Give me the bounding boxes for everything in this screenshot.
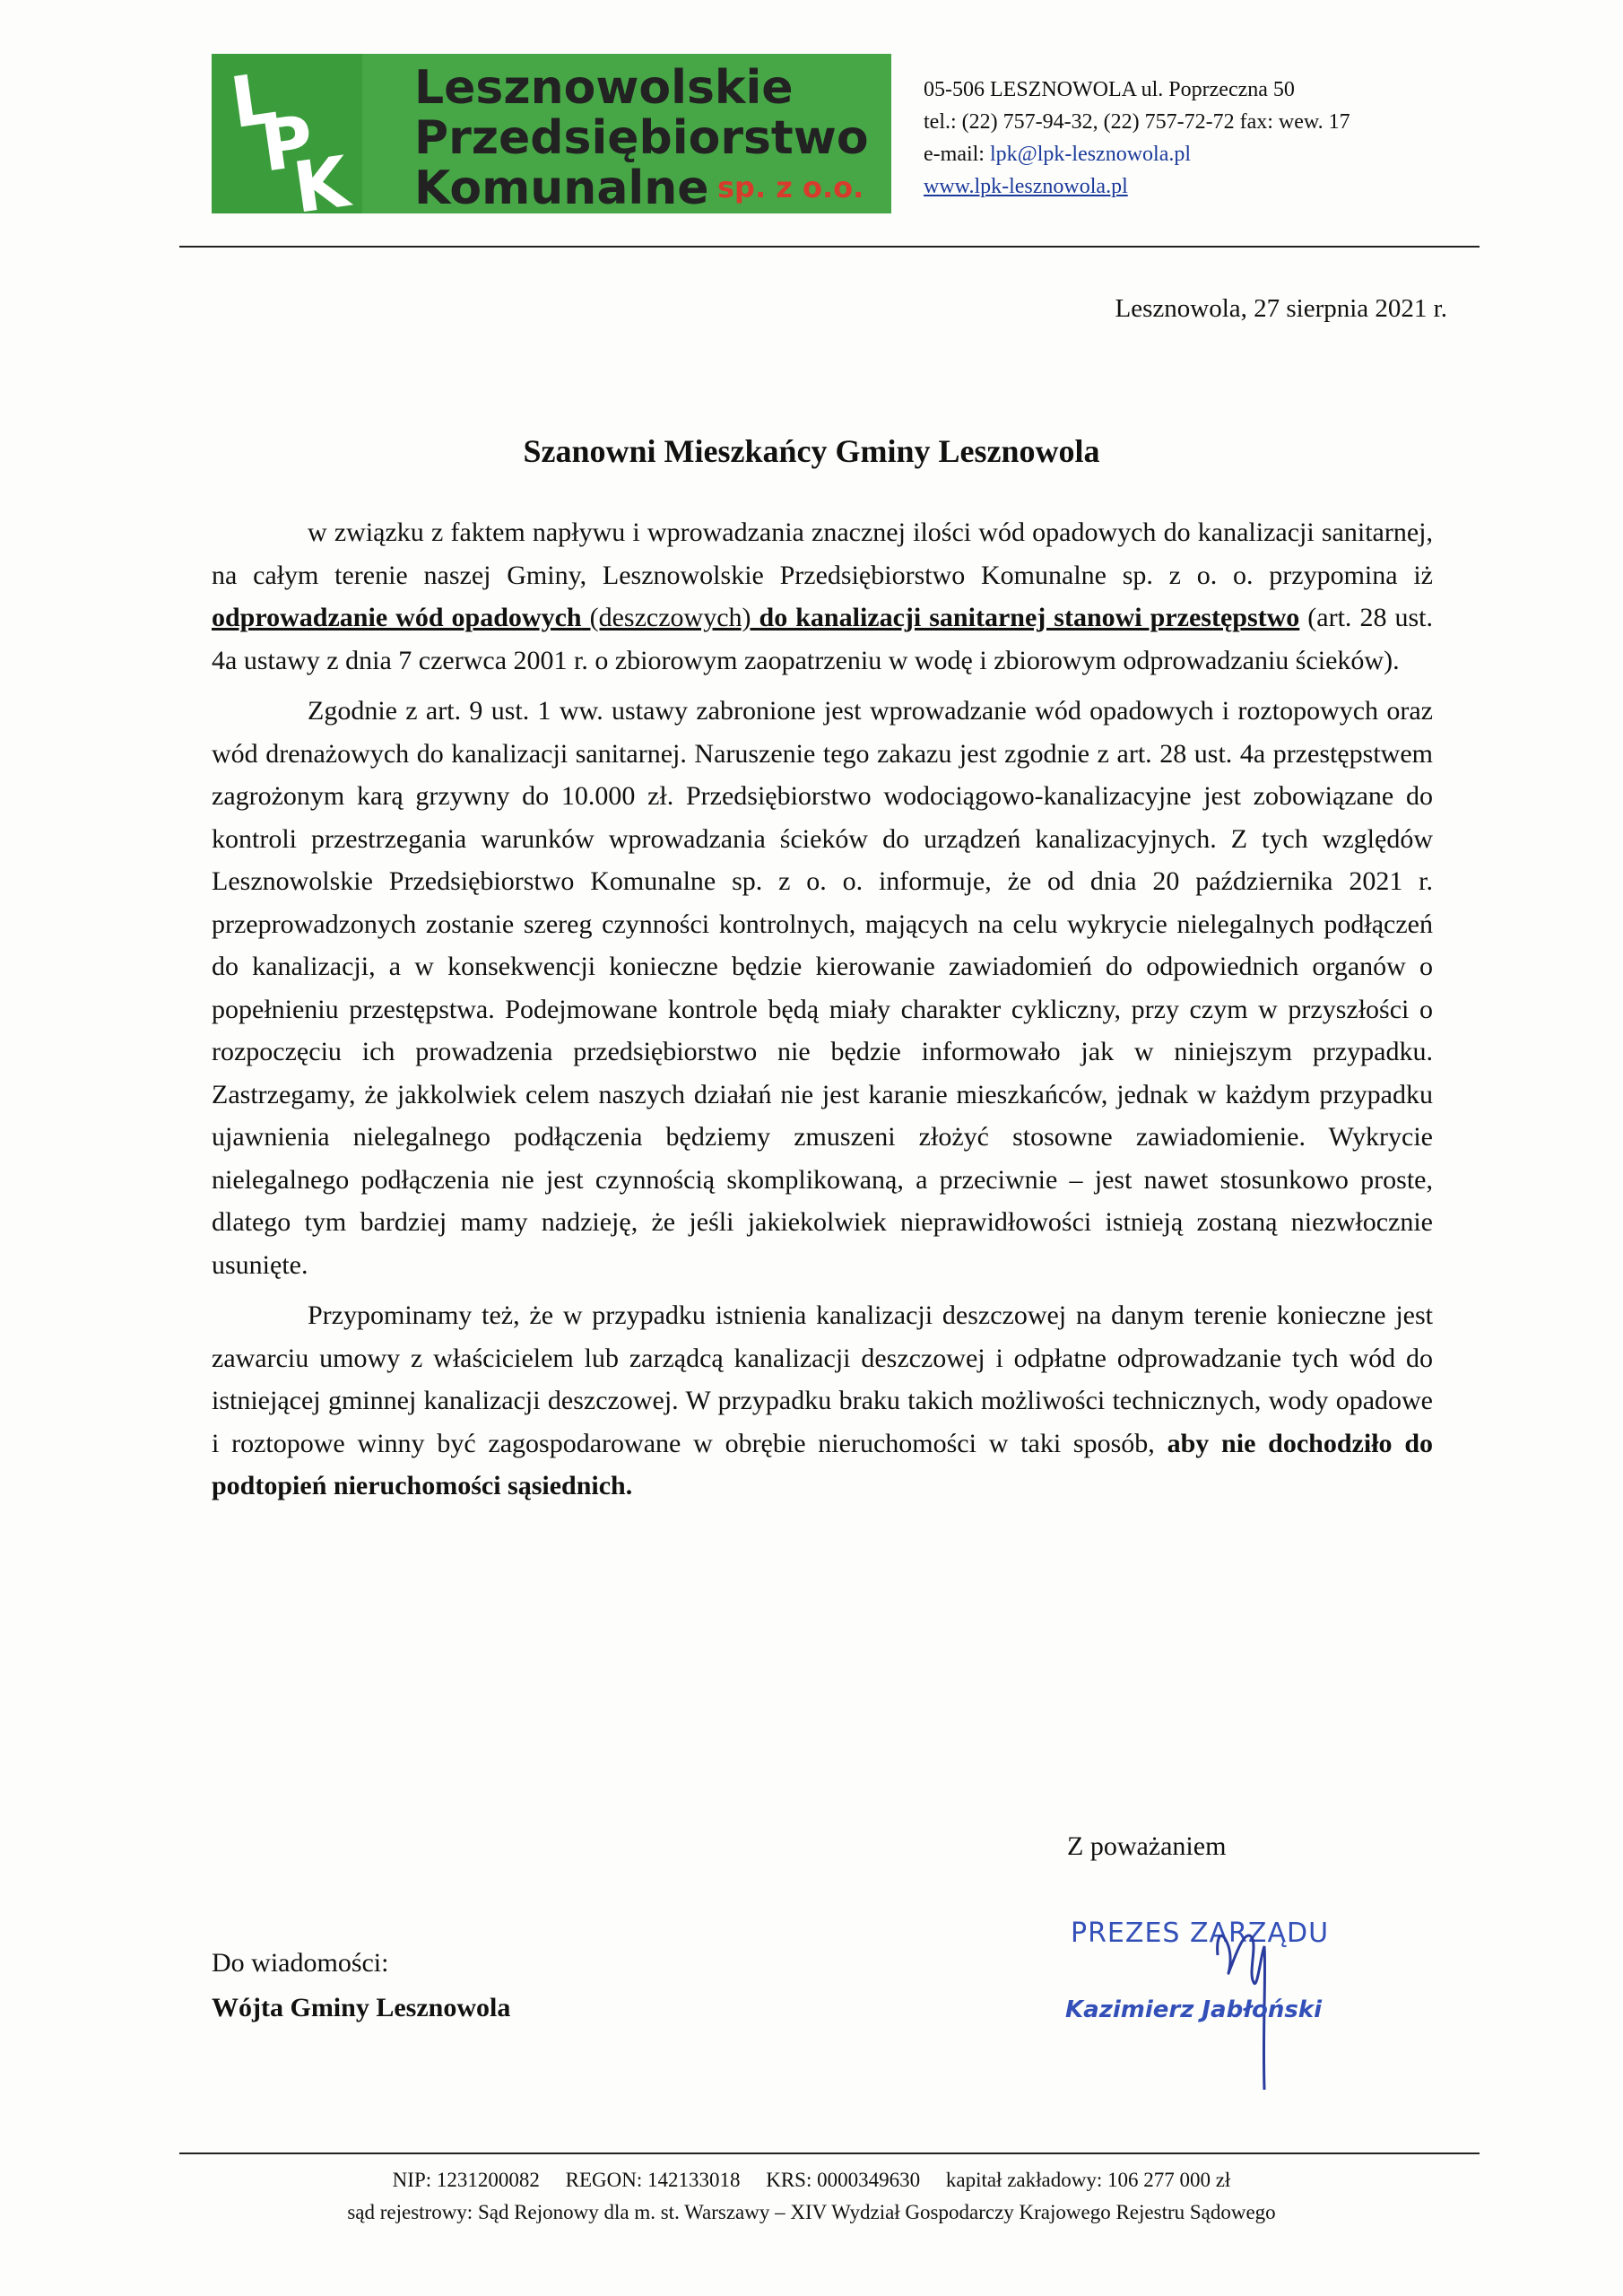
footer-registration-ids: NIP: 1231200082 REGON: 142133018 KRS: 0000349630 kapitał zakładowy: 106 277 000 zł (392, 2169, 1231, 2191)
salutation: Szanowni Mieszkańcy Gminy Lesznowola (523, 433, 1100, 469)
company-phone: tel.: (22) 757-94-32, (22) 757-72-72 fax: wew. 17 (924, 110, 1350, 134)
paragraph-1 (212, 511, 1433, 682)
p3-text-a: Przypominamy też, że w przypadku istnienia kanalizacji deszczowej na danym terenie konieczne jest zawarciu umowy z właścicielem lub zarządcą kanalizacji deszczowej i odpłatne odprowadzanie tych wód do istniejącej gminnej kanalizacji deszczowej. W przypadku braku takich możliwości technicznych, wody opadowe i roztopowe winny być zagospodarowane w obrębie nieruchomości w taki sposób, (212, 1300, 1433, 1458)
p1-emphasis-1: odprowadzanie wód opadowych (212, 603, 582, 632)
cc-recipient: Wójta Gminy Lesznowola (212, 1993, 511, 2022)
paragraph-2: Zgodnie z art. 9 ust. 1 ww. ustawy zabronione jest wprowadzanie wód opadowych i roztopowych oraz wód drenażowych do kanalizacji sanitarnej. Naruszenie tego zakazu jest zgodnie z art. 28 ust. 4a przestępstwem zagrożonym karą grzywny do 10.000 zł. Przedsiębiorstwo wodociągowo-kanalizacyjne jest zobowiązane do kontroli przestrzegania warunków wprowadzania ścieków do urządzeń kanalizacyjnych. Z tych względów Lesznowolskie Przedsiębiorstwo Komunalne sp. z o. o. informuje, że od dnia 20 października 2021 r. przeprowadzonych zostanie szereg czynności kontrolnych, mających na celu wykrycie nielegalnych podłączeń do kanalizacji, a w konsekwencji konieczne będzie kierowanie zawiadomień do odpowiednich organów o popełnieniu przestępstwa. Podejmowane kontrole będą miały charakter cykliczny, przy czym w przyszłości o rozpoczęciu ich prowadzenia przedsiębiorstwo nie będzie informowało jak w niniejszym przypadku. Zastrzegamy, że jakkolwiek celem naszych działań nie jest karanie mieszkańców, jednak w każdym przypadku ujawnienia nielegalnego podłączenia będziemy zmuszeni złożyć stosowne zawiadomienie. Wykrycie nielegalnego podłączenia nie jest czynnością skomplikowaną, a przeciwnie – jest nawet stosunkowo proste, dlatego tym bardziej mamy nadzieję, że jeśli jakiekolwiek nieprawidłowości istnieją zostaną niezwłocznie usunięte. (212, 696, 1433, 1280)
logo-letter-l: L (225, 57, 282, 145)
signature-stamp-title: PREZES ZARZĄDU (1071, 1918, 1330, 1949)
footer-divider (179, 2152, 1480, 2154)
website-link[interactable]: www.lpk-lesznowola.pl (924, 175, 1128, 198)
email-label: e-mail: (924, 143, 990, 166)
footer-court-register: sąd rejestrowy: Sąd Rejonowy dla m. st. Warszawy – XIV Wydział Gospodarczy Krajowego Rejestru Sądowego (347, 2201, 1276, 2223)
letter-date: Lesznowola, 27 sierpnia 2021 r. (1115, 294, 1447, 323)
email-link[interactable]: lpk@lpk-lesznowola.pl (989, 143, 1192, 166)
company-name-line-3: Komunalne (414, 161, 709, 215)
cc-label: Do wiadomości: (212, 1948, 389, 1978)
logo-letter-p: P (256, 100, 319, 188)
company-website-line (924, 176, 1128, 197)
paragraph-3 (212, 1294, 1433, 1508)
p3-emphasis: aby nie dochodziło do podtopień nieruchomości sąsiednich. (212, 1428, 1433, 1500)
company-suffix: sp. z o.o. (717, 170, 864, 204)
letter-body (212, 511, 1433, 1508)
signature-stamp-name: Kazimierz Jabłoński (1065, 1996, 1323, 2023)
p1-text-a: w związku z faktem napływu i wprowadzania znacznej ilości wód opadowych do kanalizacji sanitarnej, na całym terenie naszej Gminy, Lesznowolskie Przedsiębiorstwo Komunalne sp. z o. o. przypomina iż (212, 517, 1433, 590)
company-name-line-2: Przedsiębiorstwo (414, 111, 869, 165)
p1-emphasis-2: do kanalizacji sanitarnej stanowi przestępstwo (759, 603, 1300, 632)
logo-letter-k: K (289, 142, 354, 230)
company-name-line-1: Lesznowolskie (414, 61, 794, 115)
company-address: 05-506 LESZNOWOLA ul. Poprzeczna 50 (924, 78, 1295, 101)
closing: Z poważaniem (1067, 1831, 1227, 1861)
company-logo (212, 54, 362, 230)
p1-text-e: (art. 28 ust. 4a ustawy z dnia 7 czerwca 2001 r. o zbiorowym zaopatrzeniu w wodę i zbiorowym odprowadzaniu ścieków). (212, 603, 1433, 675)
company-email-line (924, 144, 1191, 165)
p1-text-c: (deszczowych) (581, 603, 759, 632)
header-divider (179, 246, 1480, 248)
